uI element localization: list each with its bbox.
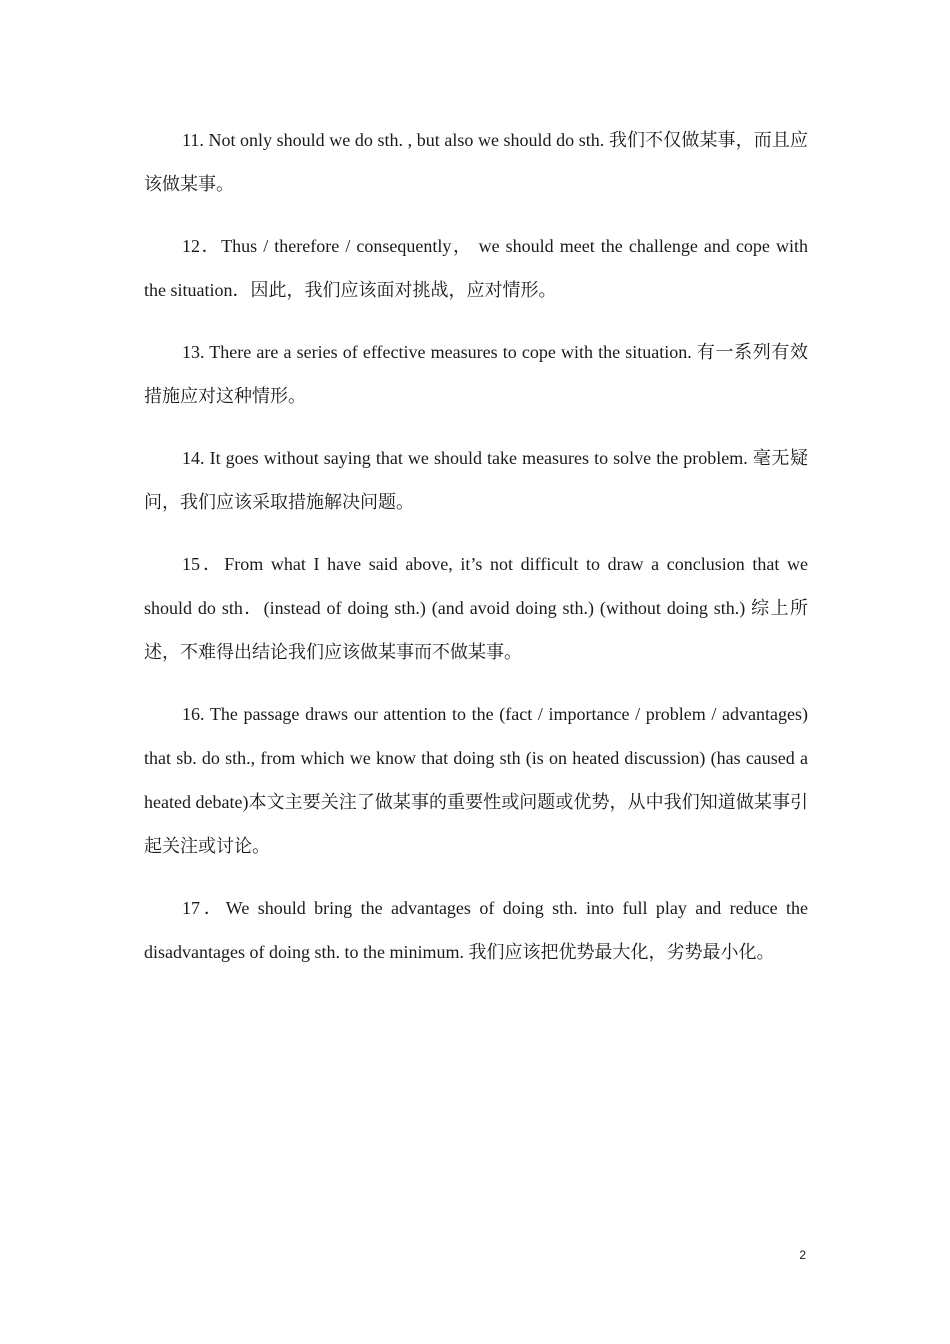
paragraph-14: 14. It goes without saying that we should take measures to solve the problem. 毫无疑问，我们应该采取措施解决问题。 [144, 448, 808, 512]
page-number: 2 [799, 1248, 806, 1262]
paragraph-17: 17．We should bring the advantages of doing sth. into full play and reduce the disadvantages of doing sth. to the minimum. 我们应该把优势最大化，劣势最小化。 [144, 898, 808, 962]
paragraph-13: 13. There are a series of effective measures to cope with the situation. 有一系列有效措施应对这种情形。 [144, 342, 808, 406]
paragraph-11: 11. Not only should we do sth. , but also we should do sth. 我们不仅做某事，而且应该做某事。 [144, 130, 808, 194]
paragraph-15: 15．From what I have said above, it’s not difficult to draw a conclusion that we should do sth．(instead of doing sth.) (and avoid doing sth.) (without doing sth.) 综上所述，不难得出结论我们应该做某事而不做某事。 [144, 554, 808, 662]
document-body [144, 118, 808, 992]
paragraph-16: 16. The passage draws our attention to the (fact / importance / problem / advantages) that sb. do sth., from which we know that doing sth (is on heated discussion) (has caused a heated debate)本文主要关注了做某事的重要性或问题或优势，从中我们知道做某事引起关注或讨论。 [144, 704, 808, 856]
paragraph-12: 12．Thus / therefore / consequently， we should meet the challenge and cope with the situation．因此，我们应该面对挑战，应对情形。 [144, 236, 808, 300]
